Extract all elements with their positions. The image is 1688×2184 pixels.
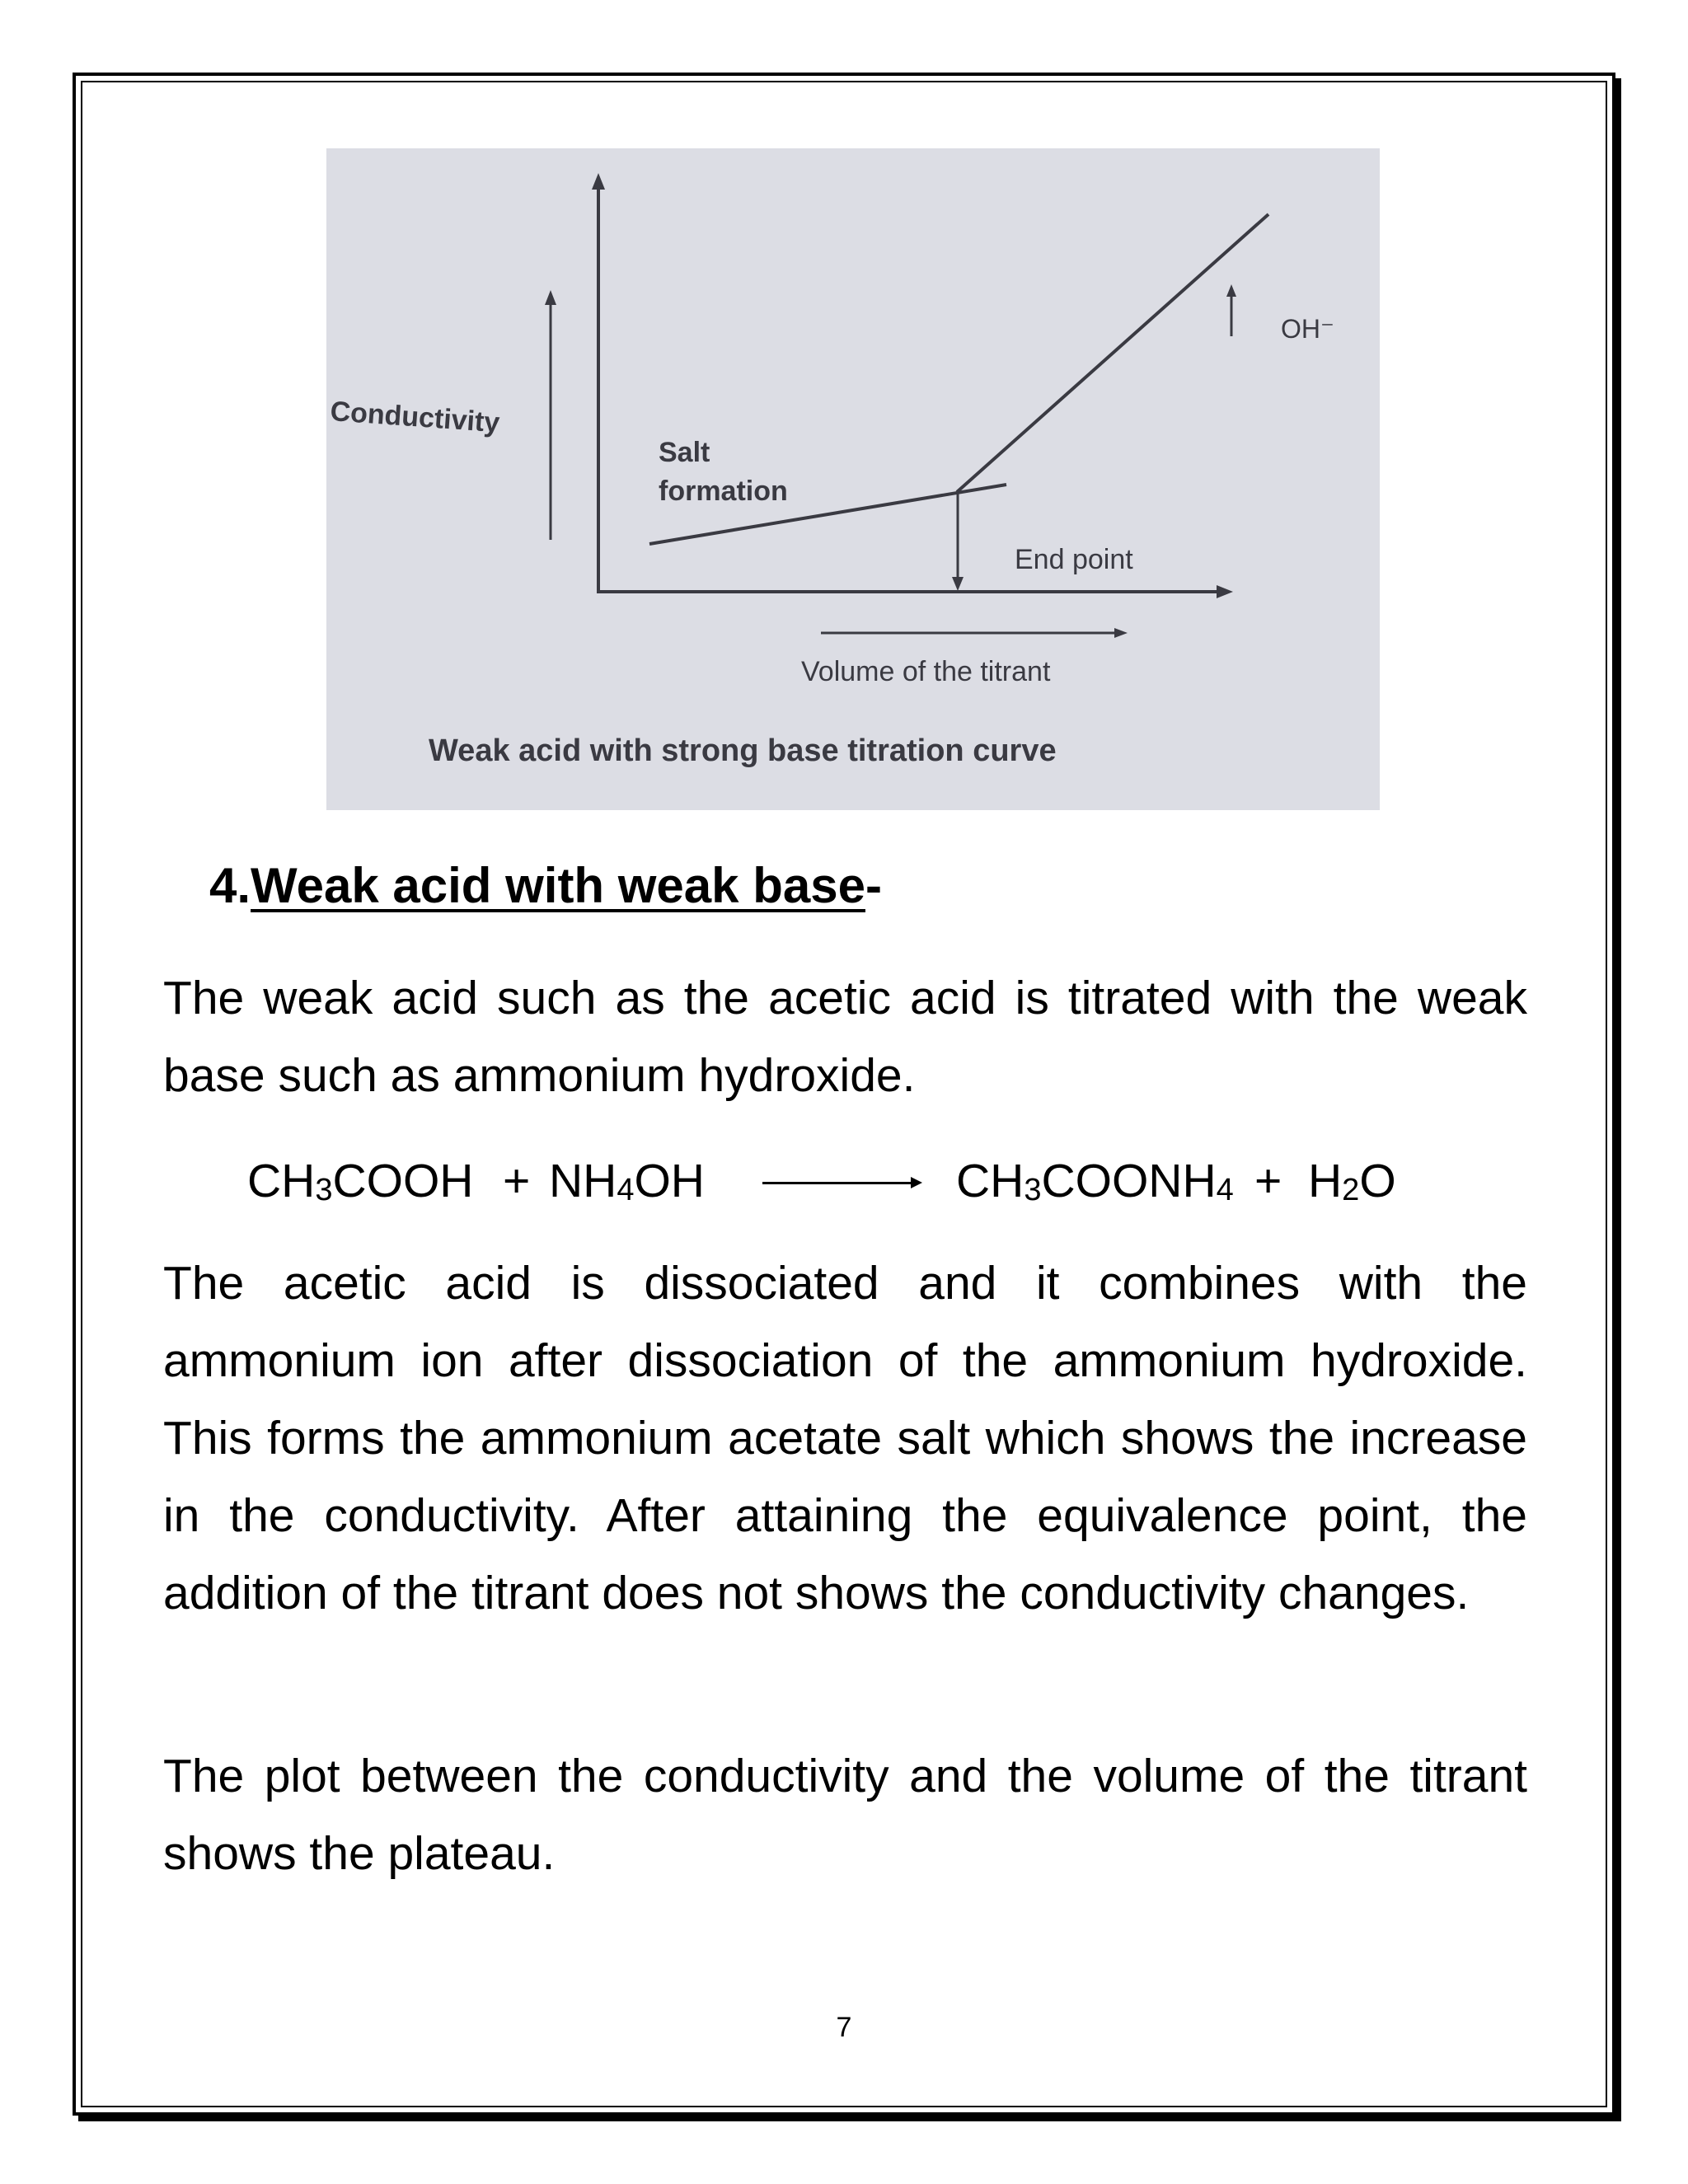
titration-curve-figure	[326, 148, 1380, 810]
conclusion-paragraph: The plot between the conductivity and the volume of the titrant shows the plateau.	[163, 1750, 1527, 1880]
salt-label-line1: Salt	[659, 437, 710, 468]
reactant-acetic-acid: $CH_3COOH$	[247, 1155, 474, 1207]
plus-sign-1: +	[503, 1155, 531, 1207]
chemical-equation	[247, 1152, 1484, 1210]
page-number: 7	[836, 2012, 852, 2043]
section-number: 4.	[209, 858, 251, 913]
x-axis-label: Volume of the titrant	[801, 656, 1051, 687]
plus-sign-2: +	[1254, 1155, 1282, 1207]
oh-arrowhead	[1226, 284, 1236, 297]
reactant-ammonium-hydroxide: $NH_4OH$	[549, 1155, 705, 1207]
y-axis-label: Conductivity	[329, 396, 501, 439]
conductivity-arrowhead	[545, 290, 556, 305]
product-water: $H_2O$	[1308, 1155, 1396, 1207]
x-axis-arrowhead	[1217, 585, 1233, 598]
excess-base-line	[957, 214, 1268, 492]
salt-label-line2: formation	[659, 476, 788, 507]
intro-paragraph: The weak acid such as the acetic acid is titrated with the weak base such as ammonium hydroxide.	[163, 972, 1527, 1102]
section-title: Weak acid with weak base	[251, 858, 865, 913]
explanation-paragraph: The acetic acid is dissociated and it combines with the ammonium ion after dissociation of the ammonium hydroxide. This forms the ammonium acetate salt which shows the increase in the conductivity. After attaining the equivalence point, the addition of the titrant does not shows the conductivity changes.	[163, 1257, 1527, 1619]
volume-arrowhead	[1114, 628, 1128, 638]
section-title-suffix: -	[865, 858, 882, 913]
product-ammonium-acetate: $CH_3COONH_4$	[956, 1155, 1234, 1207]
y-axis-arrowhead	[592, 173, 605, 190]
figure-caption: Weak acid with strong base titration curve	[429, 733, 1057, 768]
titration-curve-diagram	[326, 148, 1380, 810]
end-point-label: End point	[1015, 544, 1133, 575]
reaction-arrow	[762, 1182, 919, 1184]
oh-ion-label: OH⁻	[1281, 314, 1334, 344]
section-heading	[209, 857, 882, 915]
end-point-arrowhead	[952, 577, 964, 591]
